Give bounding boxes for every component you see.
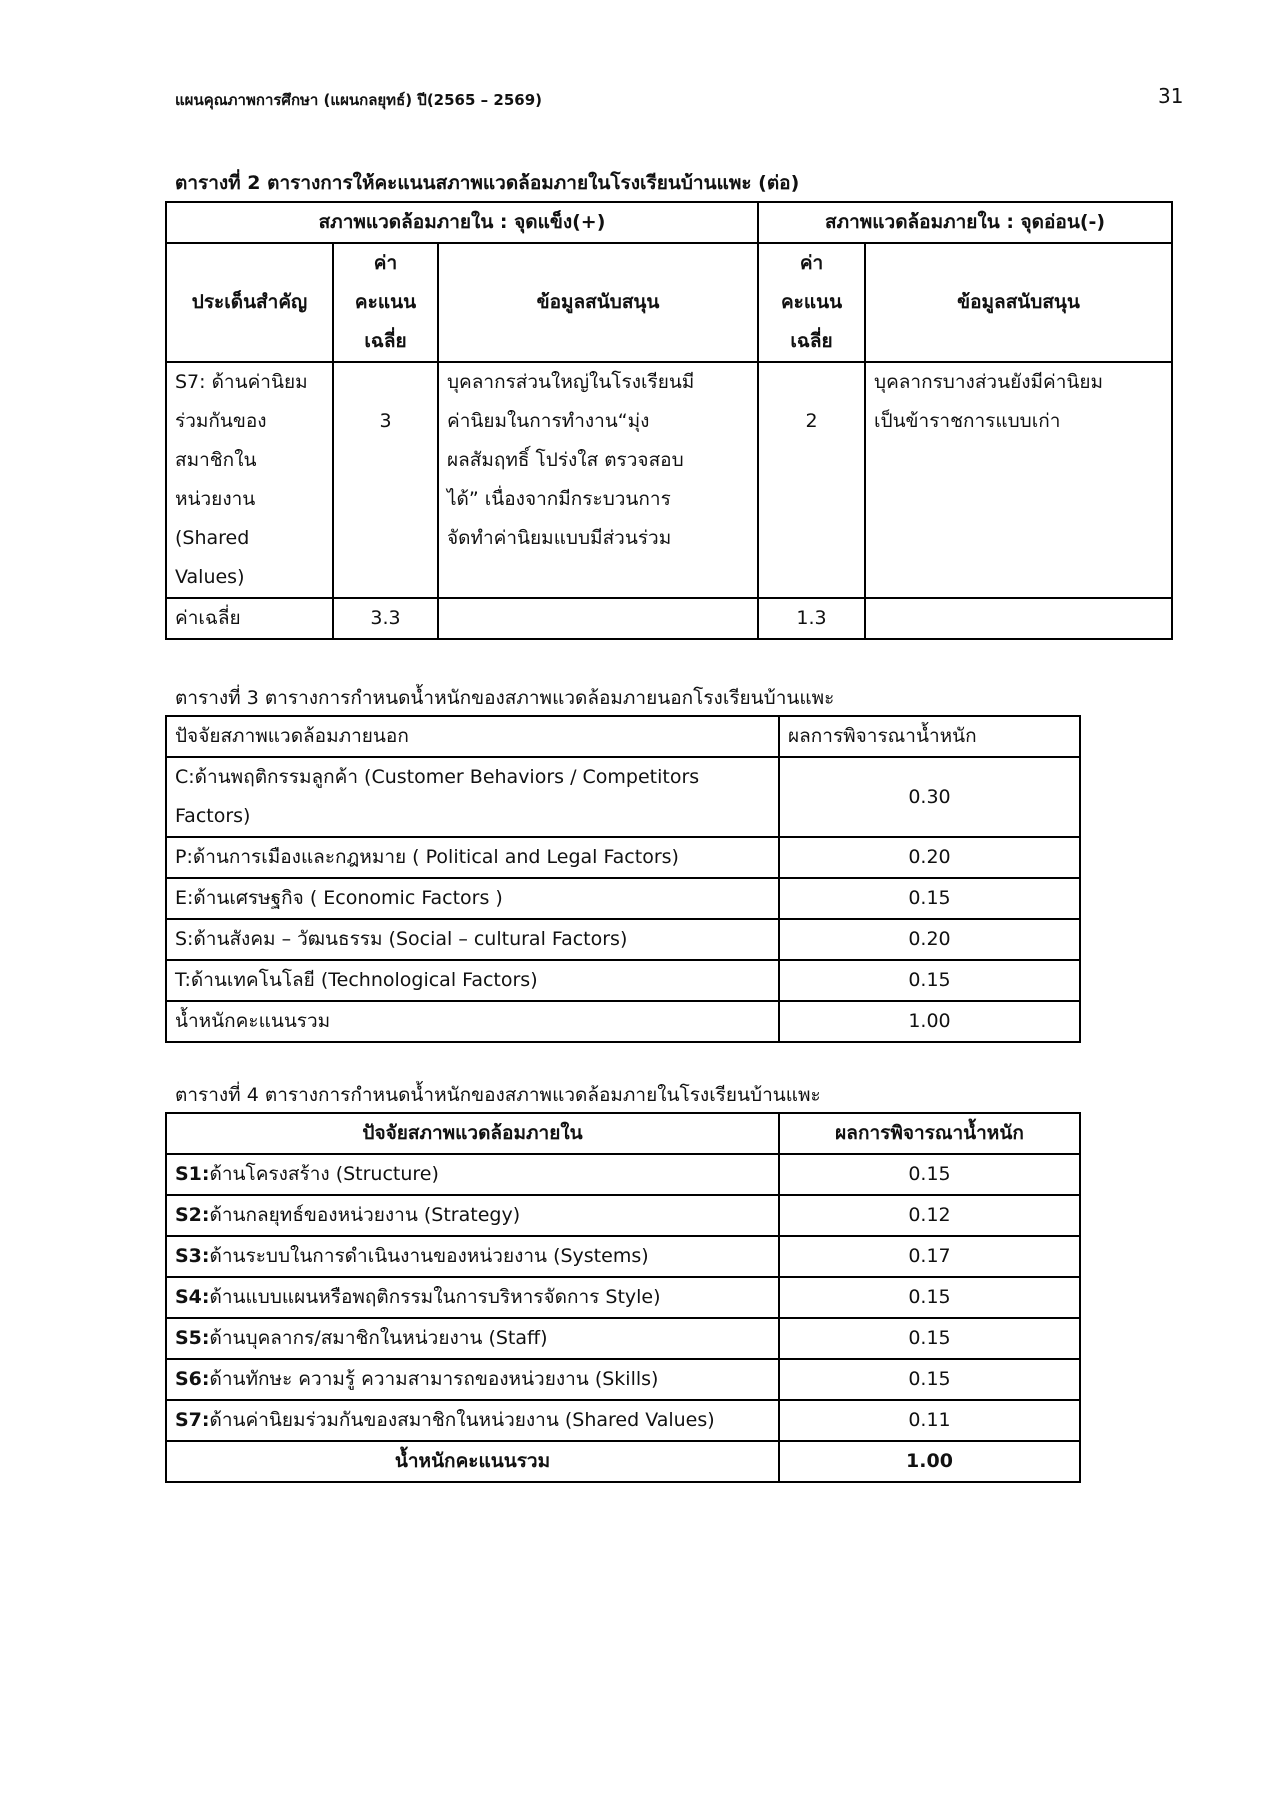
factor-code: S7: (175, 1409, 210, 1431)
average-weakness-value: 1.3 (758, 598, 865, 639)
factor-name: ด้านค่านิยมร่วมกันของสมาชิกในหน่วยงาน (Shared Values) (209, 1409, 715, 1431)
weakness-score-cell: 2 (758, 362, 865, 598)
factor-name: ด้านบุคลากร/สมาชิกในหน่วยงาน (Staff) (209, 1327, 548, 1349)
table4-header-row (166, 1113, 1080, 1154)
weight-cell: 0.11 (779, 1400, 1080, 1441)
weakness-score-column-header: ค่า คะแนน เฉลี่ย (758, 243, 865, 362)
issue-column-header: ประเด็นสำคัญ (166, 243, 333, 362)
factor-cell: C:ด้านพฤติกรรมลูกค้า (Customer Behaviors / Competitors Factors) (166, 757, 779, 837)
factor-cell (166, 1400, 779, 1441)
factor-cell (166, 1154, 779, 1195)
table-row (166, 1236, 1080, 1277)
table-row (166, 1195, 1080, 1236)
table3 (165, 715, 1081, 1043)
table2-column-header-row (166, 243, 1172, 362)
weight-cell: 0.20 (779, 919, 1080, 960)
table2 (165, 201, 1173, 640)
factor-cell (166, 1277, 779, 1318)
average-empty-cell (438, 598, 758, 639)
total-label: น้ำหนักคะแนนรวม (166, 1001, 779, 1042)
table3-total-row (166, 1001, 1080, 1042)
factor-cell (166, 1195, 779, 1236)
table-row (166, 837, 1080, 878)
factor-name: ด้านโครงสร้าง (Structure) (209, 1163, 439, 1185)
table4-total-row (166, 1441, 1080, 1482)
weight-cell: 0.15 (779, 960, 1080, 1001)
table3-caption: ตารางที่ 3 ตารางการกำหนดน้ำหนักของสภาพแวดล้อมภายนอกโรงเรียนบ้านแพะ (175, 687, 835, 709)
weight-column-header: ผลการพิจารณาน้ำหนัก (779, 716, 1080, 757)
weight-cell: 0.20 (779, 837, 1080, 878)
table-row (166, 1277, 1080, 1318)
strength-support-column-header: ข้อมูลสนับสนุน (438, 243, 758, 362)
table-row (166, 362, 1172, 598)
external-factor-column-header: ปัจจัยสภาพแวดล้อมภายนอก (166, 716, 779, 757)
internal-factor-column-header: ปัจจัยสภาพแวดล้อมภายใน (166, 1113, 779, 1154)
weight-cell: 0.12 (779, 1195, 1080, 1236)
factor-name: ด้านระบบในการดำเนินงานของหน่วยงาน (Systems) (209, 1245, 649, 1267)
factor-code: S1: (175, 1163, 210, 1185)
weight-cell: 0.15 (779, 878, 1080, 919)
table-row (166, 960, 1080, 1001)
weight-column-header: ผลการพิจารณาน้ำหนัก (779, 1113, 1080, 1154)
factor-cell: E:ด้านเศรษฐกิจ ( Economic Factors ) (166, 878, 779, 919)
table-row (166, 1318, 1080, 1359)
strength-group-header: สภาพแวดล้อมภายใน : จุดแข็ง(+) (166, 202, 758, 243)
factor-cell (166, 1359, 779, 1400)
factor-name: ด้านทักษะ ความรู้ ความสามารถของหน่วยงาน (Skills) (209, 1368, 659, 1390)
weight-cell: 0.30 (779, 757, 1080, 837)
total-value: 1.00 (779, 1441, 1080, 1482)
table-row (166, 1359, 1080, 1400)
factor-cell (166, 1236, 779, 1277)
table-row (166, 1400, 1080, 1441)
weakness-support-column-header: ข้อมูลสนับสนุน (865, 243, 1172, 362)
total-label: น้ำหนักคะแนนรวม (166, 1441, 779, 1482)
table4 (165, 1112, 1081, 1483)
issue-cell: S7: ด้านค่านิยม ร่วมกันของ สมาชิกใน หน่วยงาน (Shared Values) (166, 362, 333, 598)
factor-code: S3: (175, 1245, 210, 1267)
average-empty-cell (865, 598, 1172, 639)
table2-caption: ตารางที่ 2 ตารางการให้คะแนนสภาพแวดล้อมภายในโรงเรียนบ้านแพะ (ต่อ) (175, 172, 800, 194)
average-label: ค่าเฉลี่ย (166, 598, 333, 639)
weight-cell: 0.15 (779, 1154, 1080, 1195)
table3-header-row (166, 716, 1080, 757)
table-row (166, 1154, 1080, 1195)
factor-code: S2: (175, 1204, 210, 1226)
factor-code: S4: (175, 1286, 210, 1308)
table-row (166, 919, 1080, 960)
table-row (166, 878, 1080, 919)
weakness-group-header: สภาพแวดล้อมภายใน : จุดอ่อน(-) (758, 202, 1172, 243)
factor-name: ด้านแบบแผนหรือพฤติกรรมในการบริหารจัดการ Style) (209, 1286, 661, 1308)
factor-code: S6: (175, 1368, 210, 1390)
factor-cell: P:ด้านการเมืองและกฎหมาย ( Political and Legal Factors) (166, 837, 779, 878)
table4-caption: ตารางที่ 4 ตารางการกำหนดน้ำหนักของสภาพแวดล้อมภายในโรงเรียนบ้านแพะ (175, 1084, 821, 1106)
factor-cell (166, 1318, 779, 1359)
weight-cell: 0.15 (779, 1277, 1080, 1318)
weight-cell: 0.15 (779, 1359, 1080, 1400)
strength-support-cell: บุคลากรส่วนใหญ่ในโรงเรียนมี ค่านิยมในการทำงาน“มุ่ง ผลสัมฤทธิ์ โปร่งใส ตรวจสอบ ได้” เนื่องจากมีกระบวนการ จัดทำค่านิยมแบบมีส่วนร่วม (438, 362, 758, 598)
strength-score-column-header: ค่า คะแนน เฉลี่ย (333, 243, 438, 362)
total-value: 1.00 (779, 1001, 1080, 1042)
weight-cell: 0.17 (779, 1236, 1080, 1277)
weight-cell: 0.15 (779, 1318, 1080, 1359)
factor-cell: S:ด้านสังคม – วัฒนธรรม (Social – cultural Factors) (166, 919, 779, 960)
factor-code: S5: (175, 1327, 210, 1349)
table2-average-row (166, 598, 1172, 639)
strength-score-cell: 3 (333, 362, 438, 598)
weakness-support-cell: บุคลากรบางส่วนยังมีค่านิยม เป็นข้าราชการแบบเก่า (865, 362, 1172, 598)
page-number: 31 (1158, 84, 1184, 108)
table-row (166, 757, 1080, 837)
factor-cell: T:ด้านเทคโนโลยี (Technological Factors) (166, 960, 779, 1001)
factor-name: ด้านกลยุทธ์ของหน่วยงาน (Strategy) (209, 1204, 521, 1226)
average-strength-value: 3.3 (333, 598, 438, 639)
table2-group-header-row (166, 202, 1172, 243)
document-header-title: แผนคุณภาพการศึกษา (แผนกลยุทธ์) ปี(2565 – 2569) (175, 91, 542, 109)
